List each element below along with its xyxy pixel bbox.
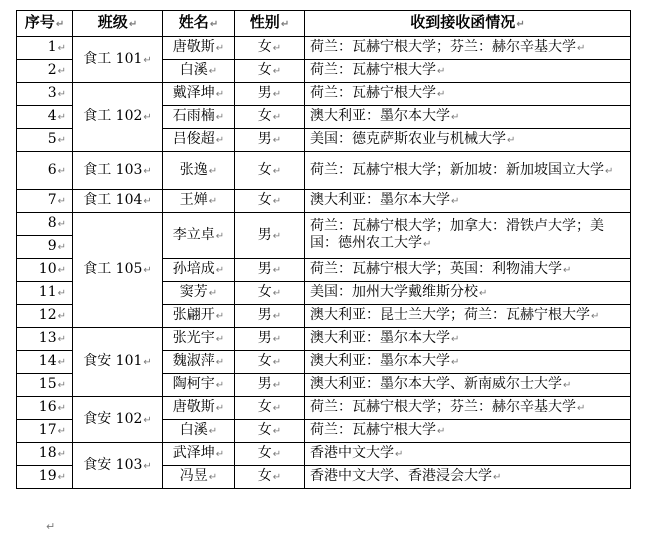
admission-info: 澳大利亚：昆士兰大学；荷兰：瓦赫宁根大学↵ xyxy=(305,305,631,328)
student-gender: 男↵ xyxy=(235,83,305,106)
header-row xyxy=(17,11,631,37)
row-index: 18↵ xyxy=(17,443,73,466)
table-row xyxy=(17,443,631,466)
class-cell: 食安 103↵ xyxy=(73,443,163,489)
admission-table xyxy=(16,10,631,489)
student-name: 石雨楠↵ xyxy=(163,106,235,129)
student-name: 冯昱↵ xyxy=(163,466,235,489)
table-row xyxy=(17,190,631,213)
row-index: 8↵ xyxy=(17,213,73,236)
student-gender: 女↵ xyxy=(235,397,305,420)
student-name: 吕俊超↵ xyxy=(163,129,235,152)
admission-info: 荷兰：瓦赫宁根大学↵ xyxy=(305,60,631,83)
table-row xyxy=(17,328,631,351)
student-name: 陶柯宇↵ xyxy=(163,374,235,397)
student-name: 张光宇↵ xyxy=(163,328,235,351)
row-index: 7↵ xyxy=(17,190,73,213)
class-cell: 食工 105↵ xyxy=(73,213,163,328)
header-class: 班级↵ xyxy=(73,11,163,37)
student-gender: 男↵ xyxy=(235,328,305,351)
table-row xyxy=(17,397,631,420)
student-gender: 女↵ xyxy=(235,60,305,83)
student-name: 张逸↵ xyxy=(163,152,235,190)
admission-info: 澳大利亚：墨尔本大学↵ xyxy=(305,328,631,351)
student-name: 白溪↵ xyxy=(163,60,235,83)
table-row xyxy=(17,152,631,190)
admission-info: 澳大利亚：墨尔本大学↵ xyxy=(305,351,631,374)
row-index: 11↵ xyxy=(17,282,73,305)
student-gender: 男↵ xyxy=(235,213,305,259)
student-gender: 男↵ xyxy=(235,305,305,328)
admission-info: 荷兰：瓦赫宁根大学；新加坡：新加坡国立大学↵ xyxy=(305,152,631,190)
row-index: 5↵ xyxy=(17,129,73,152)
student-name: 魏淑萍↵ xyxy=(163,351,235,374)
header-idx: 序号↵ xyxy=(17,11,73,37)
row-index: 17↵ xyxy=(17,420,73,443)
student-name: 孙培成↵ xyxy=(163,259,235,282)
student-gender: 女↵ xyxy=(235,466,305,489)
student-gender: 女↵ xyxy=(235,106,305,129)
row-index: 3↵ xyxy=(17,83,73,106)
admission-info: 荷兰：瓦赫宁根大学；芬兰：赫尔辛基大学↵ xyxy=(305,37,631,60)
paragraph-end-mark: ↵ xyxy=(46,520,56,533)
admission-info: 荷兰：瓦赫宁根大学；加拿大：滑铁卢大学；美国：德州农工大学↵ xyxy=(305,213,631,259)
admission-info: 美国：德克萨斯农业与机械大学↵ xyxy=(305,129,631,152)
table-row xyxy=(17,213,631,236)
admission-info: 澳大利亚：墨尔本大学↵ xyxy=(305,106,631,129)
header-admission-info: 收到接收函情况↵ xyxy=(305,11,631,37)
row-index: 1↵ xyxy=(17,37,73,60)
class-cell: 食工 102↵ xyxy=(73,83,163,152)
table-row xyxy=(17,37,631,60)
class-cell: 食工 101↵ xyxy=(73,37,163,83)
row-index: 2↵ xyxy=(17,60,73,83)
student-gender: 女↵ xyxy=(235,351,305,374)
student-gender: 女↵ xyxy=(235,37,305,60)
row-index: 15↵ xyxy=(17,374,73,397)
admission-info: 荷兰：瓦赫宁根大学↵ xyxy=(305,420,631,443)
student-name: 唐敬斯↵ xyxy=(163,397,235,420)
admission-info: 澳大利亚：墨尔本大学↵ xyxy=(305,190,631,213)
student-name: 白溪↵ xyxy=(163,420,235,443)
student-gender: 男↵ xyxy=(235,129,305,152)
student-gender: 女↵ xyxy=(235,152,305,190)
student-gender: 男↵ xyxy=(235,259,305,282)
admission-info: 澳大利亚：墨尔本大学、新南威尔士大学↵ xyxy=(305,374,631,397)
header-name: 姓名↵ xyxy=(163,11,235,37)
class-cell: 食安 101↵ xyxy=(73,328,163,397)
student-gender: 女↵ xyxy=(235,282,305,305)
row-index: 19↵ xyxy=(17,466,73,489)
class-cell: 食安 102↵ xyxy=(73,397,163,443)
student-name: 张翩开↵ xyxy=(163,305,235,328)
admission-info: 香港中文大学、香港浸会大学↵ xyxy=(305,466,631,489)
admission-info: 荷兰：瓦赫宁根大学；芬兰：赫尔辛基大学↵ xyxy=(305,397,631,420)
row-index: 14↵ xyxy=(17,351,73,374)
student-name: 戴泽坤↵ xyxy=(163,83,235,106)
row-index: 13↵ xyxy=(17,328,73,351)
row-index: 12↵ xyxy=(17,305,73,328)
admission-info: 香港中文大学↵ xyxy=(305,443,631,466)
class-cell: 食工 104↵ xyxy=(73,190,163,213)
student-name: 武泽坤↵ xyxy=(163,443,235,466)
student-gender: 女↵ xyxy=(235,190,305,213)
header-gender: 性别↵ xyxy=(235,11,305,37)
student-name: 王婵↵ xyxy=(163,190,235,213)
row-index: 10↵ xyxy=(17,259,73,282)
admission-info: 荷兰：瓦赫宁根大学↵ xyxy=(305,83,631,106)
class-cell: 食工 103↵ xyxy=(73,152,163,190)
row-index: 6↵ xyxy=(17,152,73,190)
student-name: 李立卓↵ xyxy=(163,213,235,259)
student-name: 唐敬斯↵ xyxy=(163,37,235,60)
row-index: 4↵ xyxy=(17,106,73,129)
admission-info: 美国：加州大学戴维斯分校↵ xyxy=(305,282,631,305)
row-index: 9↵ xyxy=(17,236,73,259)
admission-info: 荷兰：瓦赫宁根大学；英国：利物浦大学↵ xyxy=(305,259,631,282)
row-index: 16↵ xyxy=(17,397,73,420)
student-gender: 女↵ xyxy=(235,443,305,466)
student-gender: 男↵ xyxy=(235,374,305,397)
table-row xyxy=(17,83,631,106)
student-name: 窦芳↵ xyxy=(163,282,235,305)
student-gender: 女↵ xyxy=(235,420,305,443)
